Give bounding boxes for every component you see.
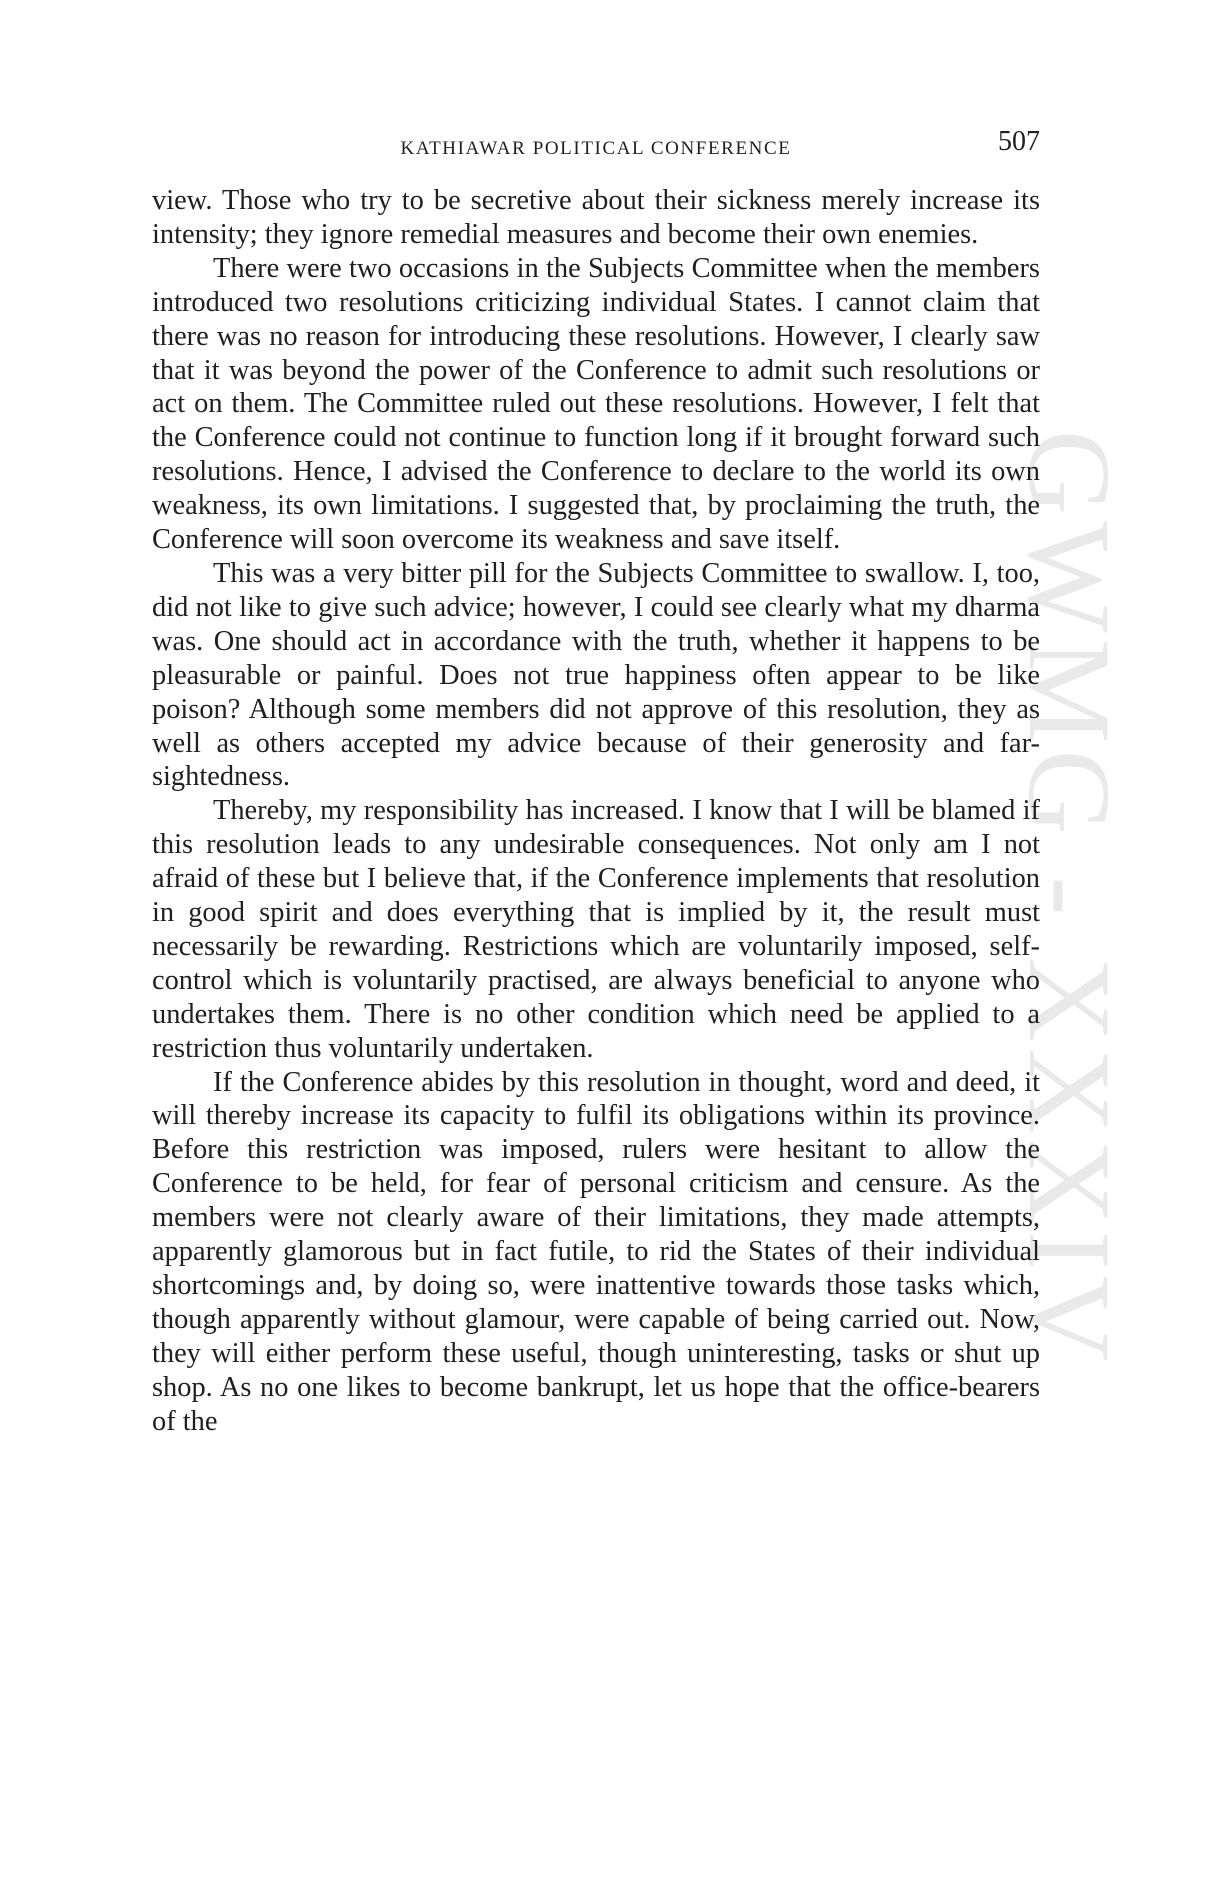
body-text bbox=[152, 184, 1040, 1439]
running-head bbox=[152, 126, 1040, 166]
paragraph: If the Conference abides by this resolution in thought, word and deed, it will thereby increase its capacity to fulfil its obligations within its province. Before this restriction was imposed, rulers were hesitant to allow the Conference to be held, for fear of personal criticism and censure. As the members were not clearly aware of their limitations, they made attempts, apparently glamorous but in fact futile, to rid the States of their individual shortcomings and, by doing so, were inattentive towards those tasks which, though apparently without glamour, were capable of being carried out. Now, they will either perform these useful, though uninteresting, tasks or shut up shop. As no one likes to become bankrupt, let us hope that the office-bearers of the bbox=[152, 1066, 1040, 1437]
paragraph: There were two occasions in the Subjects Committee when the members introduced two resolutions criticizing individual States. I cannot claim that there was no reason for introducing these resolutions. However, I clearly saw that it was beyond the power of the Conference to admit such resolutions or act on them. The Committee ruled out these resolutions. However, I felt that the Conference could not continue to function long if it brought forward such resolutions. Hence, I advised the Conference to declare to the world its own weakness, its own limitations. I suggested that, by proclaiming the truth, the Conference will soon overcome its weakness and save itself. bbox=[152, 252, 1040, 556]
paragraph-continued: view. Those who try to be secretive about their sickness merely increase its intensity; they ignore remedial measures and become their own enemies. bbox=[152, 185, 1040, 250]
paragraph: Thereby, my responsibility has increased. I know that I will be blamed if this resolution leads to any undesirable consequences. Not only am I not afraid of these but I believe that, if the Conference implements that resolution in good spirit and does everything that is implied by it, the result must necessarily be rewarding. Restrictions which are voluntarily imposed, self-control which is voluntarily practised, are always beneficial to anyone who undertakes them. There is no other condition which need be applied to a restriction thus voluntarily undertaken. bbox=[152, 795, 1040, 1064]
paragraph: This was a very bitter pill for the Subjects Committee to swallow. I, too, did not like to give such advice; however, I could see clearly what my dharma was. One should act in accordance with the truth, whether it happens to be pleasurable or painful. Does not true happiness often appear to be like poison? Although some members did not approve of this resolution, they as well as others accepted my advice because of their generosity and far-sightedness. bbox=[152, 557, 1040, 793]
running-title: KATHIAWAR POLITICAL CONFERENCE bbox=[400, 138, 792, 159]
watermark-text: GWMG - XXXIV bbox=[1004, 430, 1135, 1368]
page-number: 507 bbox=[998, 126, 1040, 157]
